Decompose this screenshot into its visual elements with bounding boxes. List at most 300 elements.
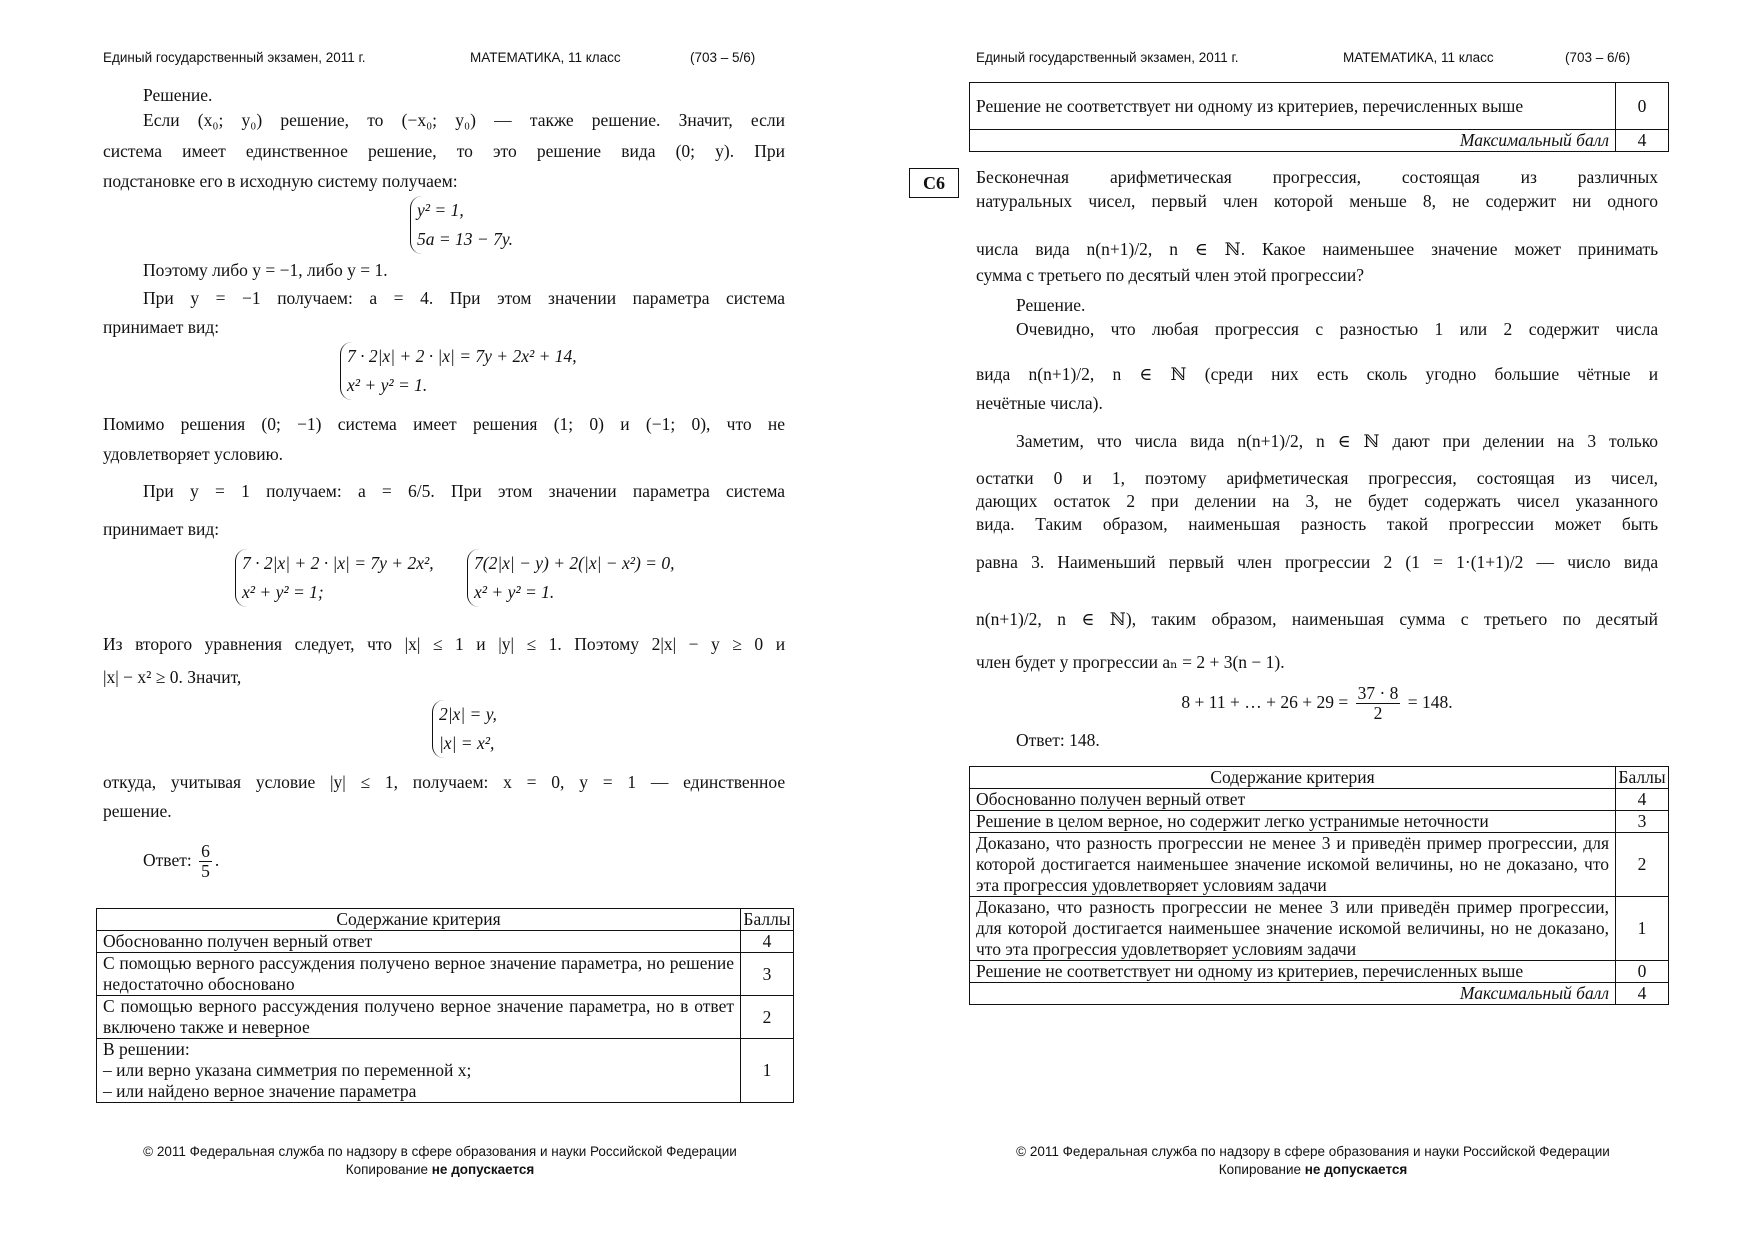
word: Какое <box>1262 239 1306 259</box>
paragraph <box>976 467 1658 489</box>
word: |y| ≤ 1, <box>330 772 398 792</box>
word: условие <box>255 772 316 792</box>
word: y = 1 <box>190 481 250 501</box>
word: поэтому <box>1144 468 1207 488</box>
paragraph: принимает вид: <box>103 519 220 539</box>
word: с <box>1315 319 1324 339</box>
word: a = 6/5. <box>357 481 435 501</box>
word: этом <box>497 288 532 308</box>
word: чисел <box>1516 491 1560 511</box>
word: y = 1 <box>579 772 637 792</box>
word: параметра <box>632 288 710 308</box>
table-row <box>970 811 1669 833</box>
header-exam: Единый государственный экзамен, 2011 г. <box>103 50 366 65</box>
word: x = 0, <box>503 772 565 792</box>
word: числа <box>1134 431 1178 451</box>
word: При <box>754 141 785 161</box>
word: прогрессия, <box>1368 468 1457 488</box>
column-header-criterion: Содержание критерия <box>97 909 741 931</box>
word: ни <box>1572 191 1592 211</box>
word: и <box>620 414 630 434</box>
paragraph: |x| − x² ≥ 0. Значит, <box>103 667 242 687</box>
header-subject: МАТЕМАТИКА, 11 класс <box>470 50 621 65</box>
max-score-value: 4 <box>1616 130 1669 152</box>
table-header-row <box>970 767 1669 789</box>
word: числа вида <box>976 239 1070 259</box>
word: арифметическая <box>1109 167 1232 187</box>
word: одного <box>1607 191 1659 211</box>
paragraph <box>976 352 1658 396</box>
word: учитывая <box>170 772 242 792</box>
criterion-points: 0 <box>1616 961 1669 983</box>
sum-right: = 148. <box>1407 692 1453 712</box>
word: делении <box>1483 431 1545 451</box>
equation: 5a = 13 − 7y. <box>417 229 514 249</box>
criteria-table-continued <box>969 82 1669 152</box>
word: состоящая <box>1476 468 1555 488</box>
word: любая <box>1152 319 1199 339</box>
footer-copy-bold: не допускается <box>431 1162 535 1177</box>
word: также <box>529 110 574 130</box>
criterion-text: Решение не соответствует ни одному из критериев, перечисленных выше <box>970 961 1616 983</box>
word: может <box>1554 514 1602 534</box>
column-header-points: Баллы <box>741 909 794 931</box>
word: параметра <box>632 481 710 501</box>
table-row <box>970 833 1669 897</box>
word: 2 <box>1383 552 1393 572</box>
word: Очевидно, <box>1016 319 1095 339</box>
word: система <box>337 414 397 434</box>
word: что <box>1096 431 1122 451</box>
word: имеет <box>413 414 457 434</box>
word: с <box>1460 609 1469 629</box>
word: n ∈ ℕ <box>1112 364 1187 384</box>
word: При <box>143 288 174 308</box>
word: при <box>1442 431 1471 451</box>
table-row <box>970 897 1669 961</box>
word: состоящая <box>1401 167 1480 187</box>
word: член <box>1223 191 1258 211</box>
answer-label: Ответ: <box>143 850 192 870</box>
word: остатки <box>976 468 1034 488</box>
word: этом <box>498 481 533 501</box>
footer-copy-notice <box>60 1161 820 1179</box>
word: (1 = 1·(1+1)/2 <box>1405 552 1524 572</box>
table-row <box>970 130 1669 152</box>
word: или <box>1459 319 1488 339</box>
word: единственное <box>683 772 786 792</box>
word: натуральных <box>976 191 1073 211</box>
footer-copy-text: Копирование <box>345 1162 429 1177</box>
paragraph <box>1016 318 1658 340</box>
word: Таким <box>1035 514 1083 534</box>
word: не <box>1452 191 1470 211</box>
word: система <box>103 141 163 161</box>
word: наименьшее <box>1322 239 1415 259</box>
answer: Ответ: 148. <box>1016 730 1100 750</box>
criterion-text: В решении: – или верно указана симметрия по переменной x; – или найдено верное значение параметра <box>97 1039 741 1103</box>
word: прогрессия, <box>1272 167 1362 187</box>
word: не <box>1334 491 1352 511</box>
paragraph: нечётные числа). <box>976 393 1103 413</box>
word: остаток <box>1053 491 1111 511</box>
fraction-numerator: 37 · 8 <box>1357 683 1399 704</box>
word: большие <box>1494 364 1560 384</box>
word: содержит <box>1485 191 1557 211</box>
criterion-points: 1 <box>741 1039 794 1103</box>
table-row <box>97 953 794 996</box>
word: различных <box>1577 167 1658 187</box>
word: Бесконечная <box>976 167 1070 187</box>
word: значение <box>1431 239 1498 259</box>
word: n(n+1)/2, <box>1237 431 1304 451</box>
word: значении <box>548 288 617 308</box>
word: из <box>1520 167 1537 187</box>
word: получаем: <box>277 288 353 308</box>
word: решение <box>536 141 602 161</box>
word: арифметическая <box>1226 468 1349 488</box>
paragraph <box>103 633 785 655</box>
criterion-points: 0 <box>1616 83 1669 130</box>
word: (0; y). <box>675 141 735 161</box>
criterion-points: 4 <box>1616 789 1669 811</box>
criterion-points: 3 <box>1616 811 1669 833</box>
word: первый <box>1168 552 1225 572</box>
equation: x² + y² = 1; <box>242 582 324 602</box>
word: сумма <box>1399 609 1446 629</box>
task-text: сумма с третьего по десятый член этой прогрессии? <box>976 265 1365 285</box>
word: 1 <box>1434 319 1444 339</box>
criterion-text: Доказано, что разность прогрессии не менее 3 или приведён пример прогрессии, для которой достигается наименьшее значение искомой величины, но не доказано, что эта прогрессия удовлетворяет условиям задачи <box>970 897 1616 961</box>
word: |x| ≤ 1 <box>404 634 464 654</box>
word: равна <box>976 552 1018 572</box>
word: система <box>726 288 786 308</box>
equation: |x| = x², <box>439 733 495 753</box>
answer: Ответ: $\frac{6}{5}$ . <box>143 841 220 882</box>
word: 2|x| − y ≥ 0 <box>651 634 764 654</box>
word: образом, <box>1102 514 1168 534</box>
word: чисел, <box>1088 191 1136 211</box>
word: n(n+1)/2, <box>976 609 1042 629</box>
criterion-text: Решение в целом верное, но содержит легко устранимые неточности <box>970 811 1616 833</box>
word: число <box>1567 552 1611 572</box>
word: Из <box>103 634 123 654</box>
word: что <box>1110 319 1136 339</box>
table-row <box>970 789 1669 811</box>
word: — <box>1536 552 1555 572</box>
sum-left: 8 + 11 + … + 26 + 29 = <box>1181 692 1349 712</box>
word: десятый <box>1596 609 1658 629</box>
word: только <box>1609 431 1659 451</box>
word: и <box>1648 364 1659 384</box>
table-row <box>97 931 794 953</box>
word: и <box>476 634 486 654</box>
task-text <box>976 190 1658 212</box>
footer-copyright: © 2011 Федеральная служба по надзору в сфере образования и науки Российской Федерации <box>143 1144 737 1159</box>
word: и <box>775 634 786 654</box>
word: и <box>1082 468 1092 488</box>
word: по <box>1562 609 1581 629</box>
word: Заметим, <box>1016 431 1084 451</box>
sum-fraction <box>1356 684 1401 724</box>
paragraph <box>143 480 785 502</box>
word: дающих <box>976 491 1038 511</box>
table-row <box>970 83 1669 130</box>
word: Поэтому <box>574 634 640 654</box>
word: числа <box>1615 319 1659 339</box>
max-score-label: Максимальный балл <box>970 130 1616 152</box>
word: меньше <box>1349 191 1407 211</box>
word: вида. <box>976 514 1015 534</box>
word: разность <box>1300 514 1367 534</box>
equation-system <box>340 342 577 400</box>
criterion-points: 2 <box>741 996 794 1039</box>
paragraph <box>103 771 785 793</box>
criterion-points: 4 <box>741 931 794 953</box>
word: вида <box>1190 431 1225 451</box>
footer-copyright: © 2011 Федеральная служба по надзору в сфере образования и науки Российской Федерации <box>1016 1144 1610 1159</box>
equation: 2|x| = y, <box>439 704 497 724</box>
word: из <box>1574 468 1591 488</box>
word: решения <box>180 414 246 434</box>
equation-system <box>467 549 674 607</box>
paragraph: Поэтому либо y = −1, либо y = 1. <box>143 260 388 280</box>
word: уравнения <box>204 634 283 654</box>
footer <box>60 1143 820 1179</box>
word: вида <box>621 141 656 161</box>
paragraph <box>976 513 1658 535</box>
word: прогрессии <box>1285 552 1371 572</box>
word: наименьшая <box>1291 609 1384 629</box>
word: разностью <box>1339 319 1419 339</box>
footer <box>933 1143 1693 1179</box>
equation: 7 · 2|x| + 2 · |x| = 7y + 2x², <box>242 553 434 573</box>
column-header-criterion: Содержание критерия <box>970 767 1616 789</box>
footer-copy-notice <box>933 1161 1693 1179</box>
criterion-text: Доказано, что разность прогрессии не менее 3 и приведён пример прогрессии, для которой достигается наименьшее значение искомой величины, но не доказано, что эта прогрессия удовлетворяет условиям задачи <box>970 833 1616 897</box>
paragraph <box>143 109 785 131</box>
word: первый <box>1151 191 1207 211</box>
word: следует, <box>294 634 355 654</box>
word: будет <box>1367 491 1409 511</box>
word: значении <box>548 481 617 501</box>
word: вида <box>976 364 1011 384</box>
solution-label: Решение. <box>1016 295 1086 315</box>
footer-copy-text: Копирование <box>1218 1162 1302 1177</box>
equation: 7(2|x| − y) + 2(|x| − x²) = 0, <box>474 553 675 573</box>
word: член <box>1237 552 1272 572</box>
solution-label: Решение. <box>143 85 213 105</box>
word: решение. <box>591 110 661 130</box>
word: содержит <box>1528 319 1600 339</box>
word: третьего <box>1483 609 1548 629</box>
word: второго <box>135 634 193 654</box>
word: откуда, <box>103 772 157 792</box>
header-subject: МАТЕМАТИКА, 11 класс <box>1343 50 1494 65</box>
paragraph: член будет у прогрессии aₙ = 2 + 3(n − 1). <box>976 652 1285 672</box>
table-row <box>970 983 1669 1005</box>
equation: x² + y² = 1. <box>474 582 555 602</box>
paragraph: удовлетворяет условию. <box>103 444 284 464</box>
word: что <box>367 634 393 654</box>
word: такой <box>1386 514 1429 534</box>
criterion-points: 3 <box>741 953 794 996</box>
word: на <box>1557 431 1575 451</box>
word: не <box>767 414 786 434</box>
word: 3. <box>1031 552 1045 572</box>
word: вида <box>1623 552 1659 572</box>
word: y = −1 <box>190 288 261 308</box>
max-score-label: Максимальный балл <box>970 983 1616 1005</box>
word: прогрессии <box>1448 514 1534 534</box>
word: решение, <box>367 141 437 161</box>
word: При <box>451 481 482 501</box>
max-score-value: 4 <box>1616 983 1669 1005</box>
word: — <box>650 772 669 792</box>
criterion-text: С помощью верного рассуждения получено верное значение параметра, но решение недостаточно обосновано <box>97 953 741 996</box>
word: система <box>726 481 786 501</box>
word: которой <box>1273 191 1334 211</box>
word: При <box>143 481 174 501</box>
word: есть <box>1316 364 1349 384</box>
word: может <box>1514 239 1562 259</box>
answer-fraction <box>199 842 212 882</box>
paragraph <box>143 287 785 309</box>
equation: x² + y² = 1. <box>347 375 428 395</box>
fraction-denominator: 2 <box>1373 703 1383 724</box>
criterion-text: С помощью верного рассуждения получено верное значение параметра, но в ответ включено также и неверное <box>97 996 741 1039</box>
word: n ∈ ℕ <box>1316 431 1380 451</box>
task-text <box>976 166 1658 188</box>
task-label-badge: C6 <box>909 168 959 198</box>
table-row <box>97 996 794 1039</box>
sum-formula <box>976 680 1658 724</box>
word: — <box>494 110 512 130</box>
left-page <box>0 0 873 1239</box>
word: Значит, <box>678 110 733 130</box>
word: |y| ≤ 1. <box>498 634 562 654</box>
word: 8, <box>1422 191 1437 211</box>
paragraph <box>976 540 1658 584</box>
paragraph <box>103 413 785 435</box>
paragraph <box>976 490 1658 512</box>
word: наименьшая <box>1188 514 1281 534</box>
word: то <box>456 141 473 161</box>
word: 3, <box>1305 491 1319 511</box>
word: (−x₀; y₀) <box>401 110 476 130</box>
word: Помимо <box>103 414 165 434</box>
paragraph: принимает вид: <box>103 317 220 337</box>
word: (x₀; y₀) <box>197 110 263 130</box>
criterion-points: 1 <box>1616 897 1669 961</box>
right-page <box>873 0 1746 1239</box>
paragraph <box>1016 419 1658 463</box>
word: то <box>367 110 384 130</box>
paragraph <box>976 597 1658 641</box>
word: это <box>493 141 517 161</box>
word: дают <box>1392 431 1430 451</box>
word: единственное <box>245 141 348 161</box>
word: a = 4. <box>369 288 434 308</box>
word: 3 <box>1587 431 1597 451</box>
word: При <box>449 288 481 308</box>
table-header-row <box>97 909 794 931</box>
word: 0 <box>1053 468 1063 488</box>
word: 2 <box>1126 491 1136 511</box>
paragraph <box>103 140 785 162</box>
word: имеет <box>182 141 226 161</box>
criterion-text: Обоснованно получен верный ответ <box>97 931 741 953</box>
word: образом, <box>1211 609 1277 629</box>
word: n ∈ ℕ. <box>1169 239 1246 259</box>
word: (0; −1) <box>261 414 322 434</box>
table-row <box>970 961 1669 983</box>
word: решение, <box>280 110 350 130</box>
equation: 7 · 2|x| + 2 · |x| = 7y + 2x² + 14, <box>347 346 577 366</box>
word: содержать <box>1424 491 1501 511</box>
word: (−1; 0), <box>645 414 711 434</box>
word: (среди <box>1204 364 1253 384</box>
word: них <box>1271 364 1299 384</box>
word: решения <box>472 414 538 434</box>
word: делении <box>1194 491 1257 511</box>
word: на <box>1272 491 1290 511</box>
word: быть <box>1621 514 1659 534</box>
criterion-text: Обоснованно получен верный ответ <box>970 789 1616 811</box>
word: n(n+1)/2, <box>1086 239 1153 259</box>
criterion-text: Решение не соответствует ни одному из критериев, перечисленных выше <box>970 83 1616 130</box>
word: n ∈ ℕ), <box>1057 609 1137 629</box>
footer-copy-bold: не допускается <box>1304 1162 1408 1177</box>
word: 2 <box>1503 319 1513 339</box>
paragraph: подстановке его в исходную систему получаем: <box>103 171 458 191</box>
equation: y² = 1, <box>417 200 464 220</box>
equation-system <box>235 549 434 607</box>
fraction-denominator: 5 <box>201 861 210 882</box>
equation-system <box>410 196 513 254</box>
word: n(n+1)/2, <box>1028 364 1095 384</box>
criterion-points: 2 <box>1616 833 1669 897</box>
word: если <box>750 110 785 130</box>
paragraph: решение. <box>103 801 172 821</box>
word: Наименьший <box>1057 552 1156 572</box>
word: принимать <box>1577 239 1659 259</box>
criteria-table <box>969 766 1669 1005</box>
word: что <box>726 414 752 434</box>
word: при <box>1151 491 1179 511</box>
word: угодно <box>1425 364 1477 384</box>
criteria-table <box>96 908 794 1103</box>
word: прогрессия <box>1215 319 1299 339</box>
equation-system <box>432 700 497 758</box>
word: чётные <box>1577 364 1631 384</box>
header-page-code: (703 – 5/6) <box>690 50 756 65</box>
header-page-code: (703 – 6/6) <box>1565 50 1631 65</box>
word: таким <box>1151 609 1197 629</box>
word: указанного <box>1575 491 1659 511</box>
word: получаем: <box>412 772 489 792</box>
header-exam: Единый государственный экзамен, 2011 г. <box>976 50 1239 65</box>
column-header-points: Баллы <box>1616 767 1669 789</box>
fraction-numerator: 6 <box>201 841 210 862</box>
table-row <box>97 1039 794 1103</box>
word: чисел, <box>1610 468 1658 488</box>
word: получаем: <box>266 481 342 501</box>
word: (1; 0) <box>553 414 605 434</box>
word: Если <box>143 110 180 130</box>
word: 1, <box>1111 468 1125 488</box>
word: сколь <box>1366 364 1408 384</box>
